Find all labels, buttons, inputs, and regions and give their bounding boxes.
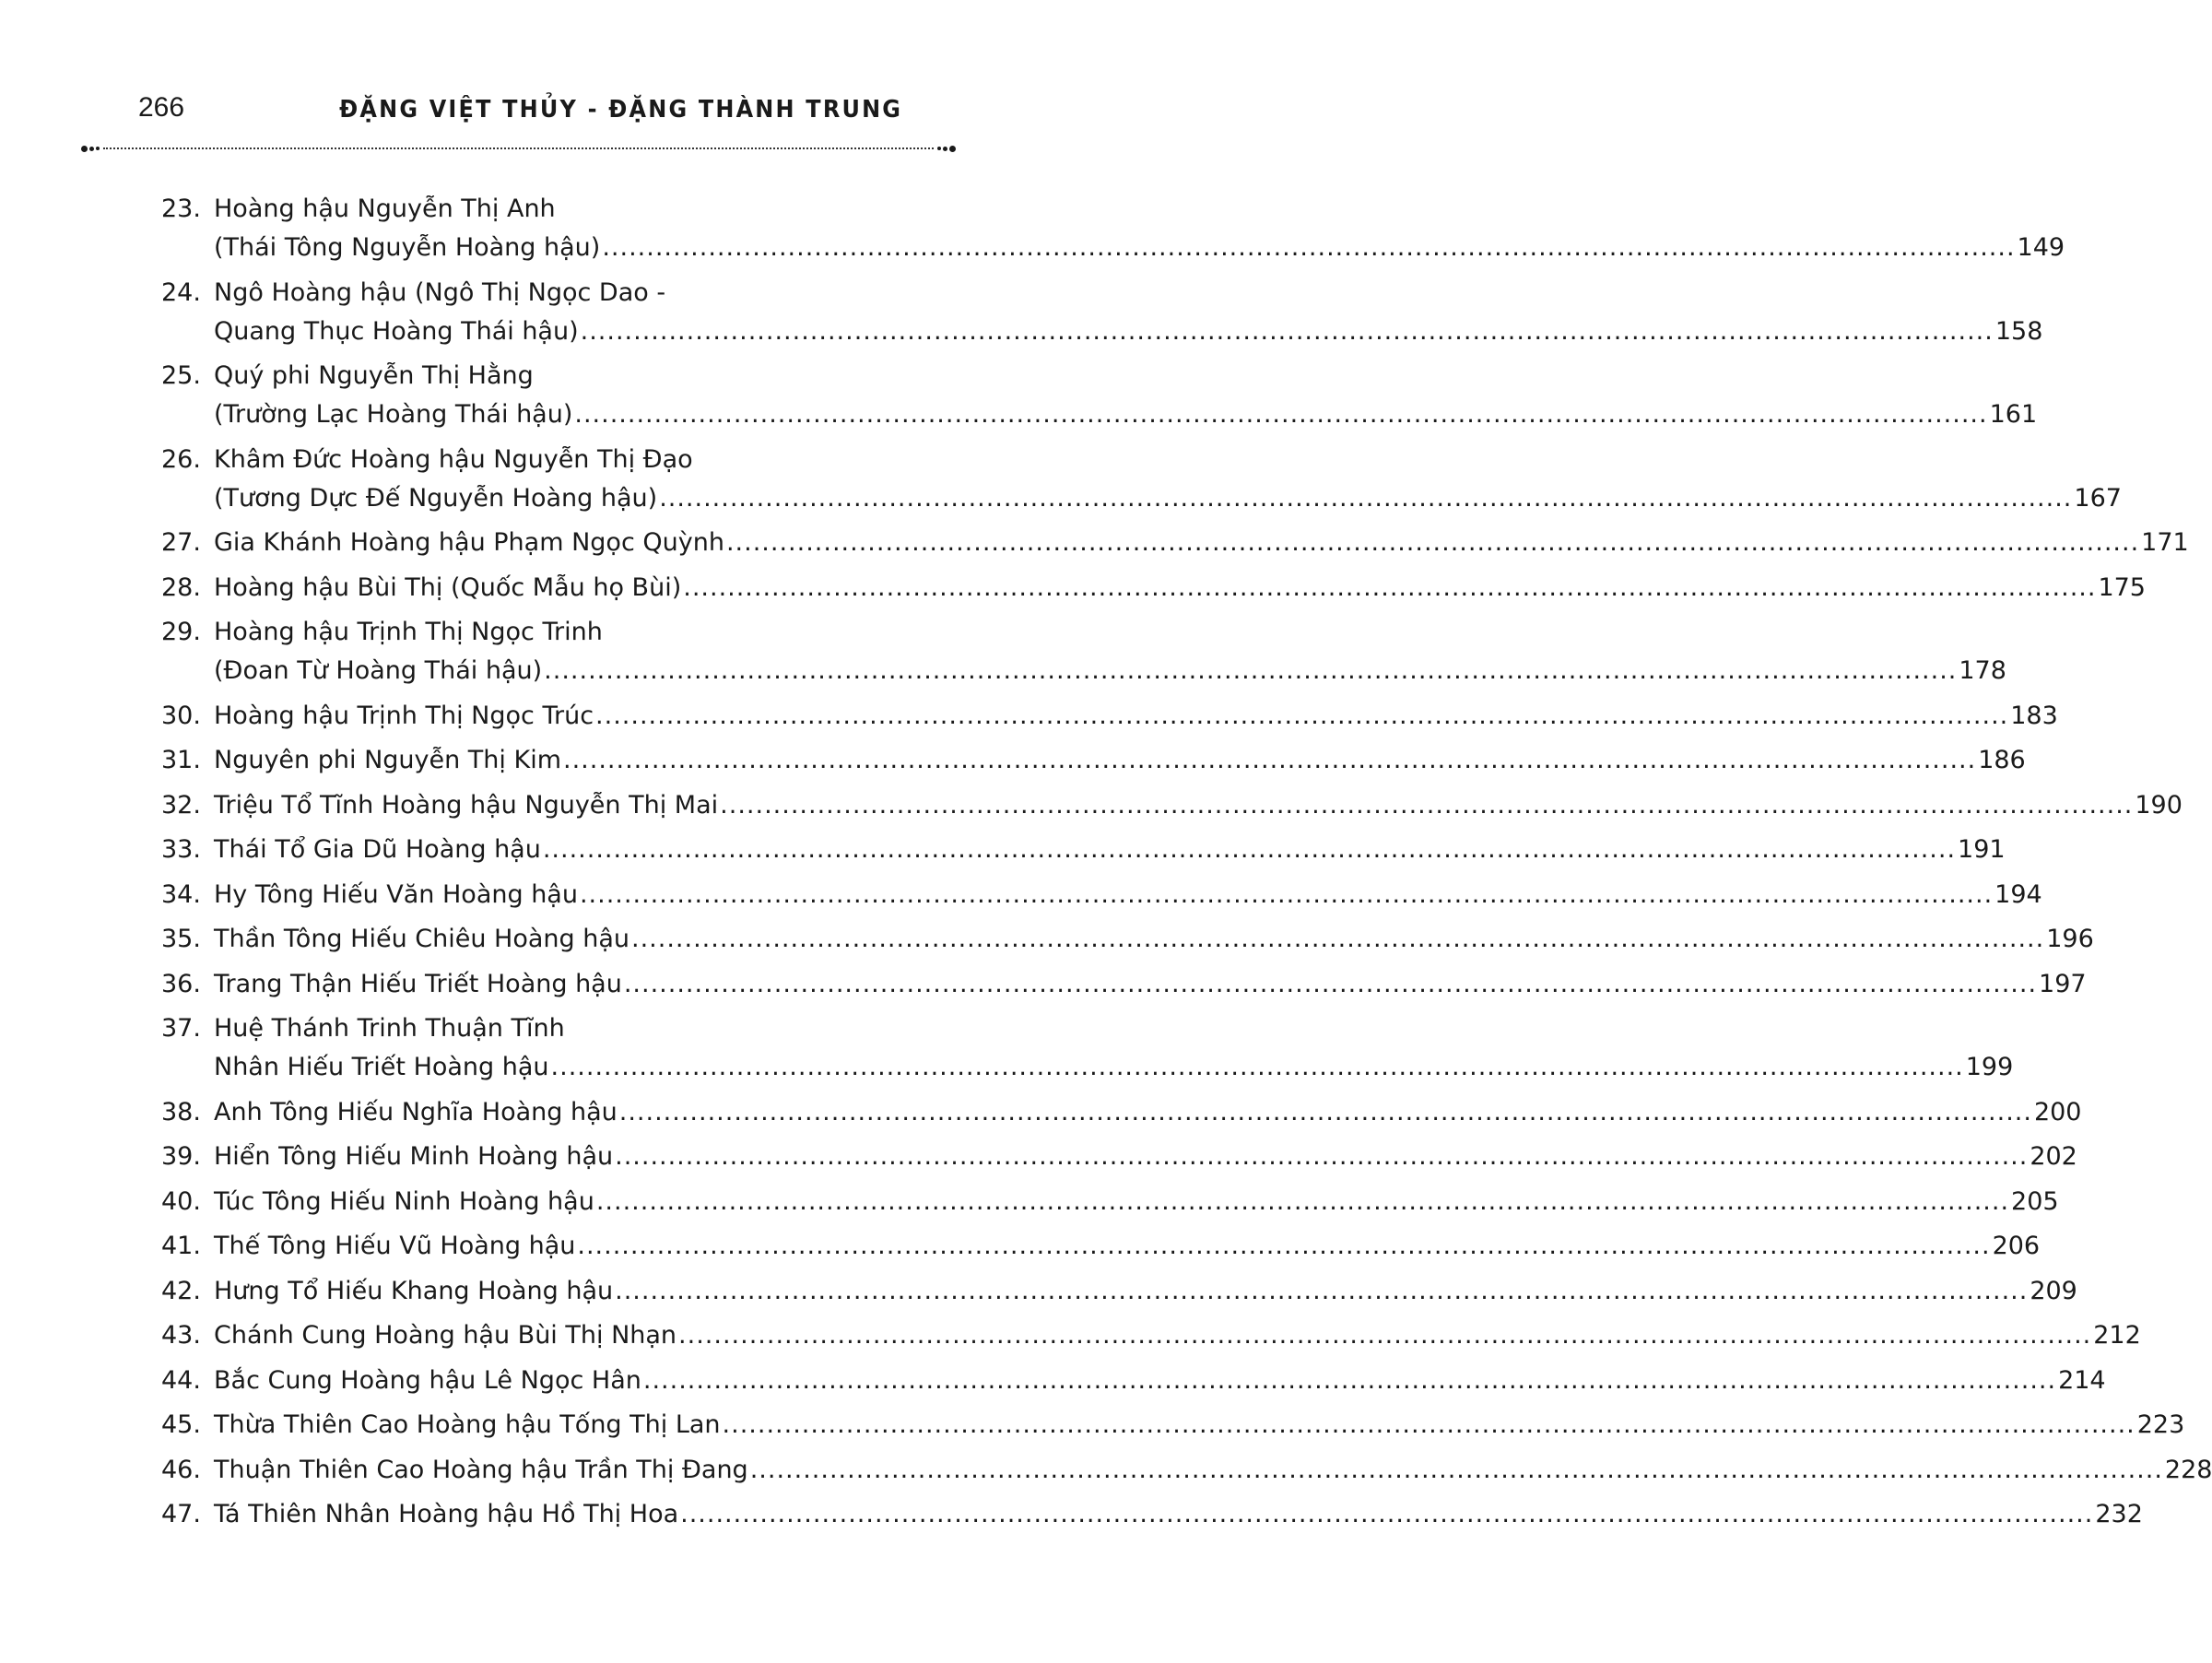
toc-entry-body: [214, 876, 2042, 914]
toc-entry-body: [214, 1451, 2212, 1490]
toc-dot-leader: [680, 1495, 2093, 1534]
toc-entry-line: [214, 1183, 2059, 1221]
toc-entry-line: [214, 965, 2087, 1004]
toc-entry-body: [214, 1093, 2082, 1132]
toc-entry: [161, 190, 2065, 267]
toc-entry: [161, 786, 2183, 825]
toc-page-number: 161: [1989, 400, 2038, 429]
toc-entry-number: 25.: [161, 361, 201, 390]
toc-entry-body: [214, 965, 2087, 1004]
toc-entry: [161, 1138, 2077, 1176]
toc-entry-line: [214, 876, 2042, 914]
toc-dot-leader: [750, 1451, 2163, 1490]
toc-entry-number: 24.: [161, 277, 201, 307]
toc-entry-number: 29.: [161, 618, 201, 646]
toc-entry-line: [214, 274, 2042, 313]
toc-entry-line: [214, 1009, 2013, 1048]
toc-dot-leader: [551, 1048, 1964, 1087]
toc-entry-number: 39.: [161, 1142, 201, 1171]
toc-entry-number: 34.: [161, 879, 201, 909]
toc-entry: [161, 965, 2087, 1004]
toc-entry-line: [214, 1316, 2141, 1355]
toc-entry-line: [214, 1093, 2082, 1132]
toc-entry-title: (Tương Dực Đế Nguyễn Hoàng hậu): [214, 483, 658, 513]
toc-entry-body: [214, 697, 2058, 736]
toc-entry-number: 37.: [161, 1014, 201, 1043]
toc-entry-title: Nhân Hiếu Triết Hoàng hậu: [214, 1053, 549, 1081]
toc-page-number: 149: [2017, 233, 2065, 262]
toc-entry-number: 26.: [161, 444, 201, 474]
toc-entry-title: Trang Thận Hiếu Triết Hoàng hậu: [214, 969, 622, 998]
toc-entry-line: [214, 1138, 2077, 1176]
toc-page-number: 197: [2039, 969, 2087, 998]
toc-entry-number: 28.: [161, 572, 201, 602]
toc-entry-number: 47.: [161, 1500, 201, 1528]
toc-entry-line: [214, 1451, 2212, 1490]
toc-entry-title: Thái Tổ Gia Dũ Hoàng hậu: [214, 835, 541, 864]
toc-entry-number: 44.: [161, 1365, 201, 1395]
toc-entry-number: 31.: [161, 746, 201, 774]
toc-entry-number: 27.: [161, 528, 201, 557]
toc-entry-body: [214, 1362, 2106, 1400]
toc-dot-leader: [574, 395, 1987, 434]
toc-entry-title: Thừa Thiên Cao Hoàng hậu Tống Thị Lan: [214, 1410, 721, 1439]
toc-entry-number: 38.: [161, 1097, 201, 1126]
toc-entry: [161, 613, 2006, 690]
toc-entry-body: [214, 1138, 2077, 1176]
toc-dot-leader: [615, 1272, 2028, 1311]
toc-entry: [161, 920, 2094, 959]
toc-entry: [161, 274, 2043, 351]
toc-page-number: 178: [1959, 656, 2006, 685]
toc-page-number: 190: [2135, 790, 2183, 820]
toc-page-number: 205: [2011, 1186, 2059, 1216]
toc-entry-title: Quang Thục Hoàng Thái hậu): [214, 316, 579, 346]
toc-entry-number: 42.: [161, 1276, 201, 1305]
toc-entry-number: 40.: [161, 1186, 201, 1216]
toc-entry: [161, 1009, 2014, 1087]
toc-dot-leader: [659, 479, 2072, 518]
toc-entry-body: [214, 920, 2094, 959]
toc-entry-title: Nguyên phi Nguyễn Thị Kim: [214, 746, 561, 774]
toc-entry-title: (Đoan Từ Hoàng Thái hậu): [214, 656, 543, 685]
toc-entry-body: [214, 357, 2037, 434]
toc-page-number: 186: [1978, 746, 2026, 774]
toc-entry-line: [214, 920, 2094, 959]
toc-entry-number: 43.: [161, 1321, 201, 1350]
toc-dot-leader: [595, 697, 2008, 736]
toc-entry-body: [214, 569, 2146, 607]
toc-entry-body: [214, 1227, 2040, 1266]
toc-entry-line: [214, 1272, 2077, 1311]
toc-entry-line: [214, 697, 2058, 736]
toc-entry-title: Huệ Thánh Trinh Thuận Tĩnh: [214, 1014, 565, 1043]
toc-page-number: 200: [2033, 1097, 2082, 1126]
toc-page-number: 171: [2141, 528, 2189, 557]
toc-entry-line: [214, 313, 2042, 351]
toc-entry: [161, 1451, 2212, 1490]
toc-page-number: 158: [1994, 316, 2043, 346]
toc-dot-leader: [683, 569, 2096, 607]
toc-entry-line: [214, 441, 2122, 479]
toc-page-number: 223: [2136, 1410, 2185, 1439]
toc-page-number: 212: [2093, 1321, 2141, 1350]
toc-entry-title: Thế Tông Hiếu Vũ Hoàng hậu: [214, 1232, 576, 1260]
toc-dot-leader: [678, 1316, 2091, 1355]
toc-page-number: 191: [1958, 835, 2006, 864]
toc-entry-body: [214, 274, 2042, 351]
toc-entry-title: Túc Tông Hiếu Ninh Hoàng hậu: [214, 1186, 594, 1216]
toc-entry-body: [214, 1272, 2077, 1311]
toc-dot-leader: [563, 741, 1976, 780]
toc-entry-line: [214, 786, 2183, 825]
toc-entry-number: 23.: [161, 195, 201, 223]
toc-page-number: 194: [1994, 879, 2042, 909]
header-divider: [81, 145, 956, 152]
page-header: [138, 92, 902, 138]
toc-entry-title: Hoàng hậu Trịnh Thị Ngọc Trúc: [214, 701, 594, 730]
divider-left-dots: [81, 146, 100, 152]
toc-entry-body: [214, 190, 2065, 267]
toc-entry-line: [214, 479, 2122, 518]
toc-page-number: 209: [2030, 1276, 2077, 1305]
toc-entry-body: [214, 831, 2006, 869]
toc-entry-title: Hoàng hậu Nguyễn Thị Anh: [214, 195, 556, 223]
toc-entry-number: 41.: [161, 1232, 201, 1260]
toc-entry-line: [214, 569, 2146, 607]
toc-entry-number: 46.: [161, 1455, 201, 1484]
toc-entry: [161, 831, 2006, 869]
toc-dot-leader: [624, 965, 2037, 1004]
toc-page-number: 167: [2074, 483, 2122, 513]
toc-entry: [161, 1183, 2059, 1221]
toc-page-number: 183: [2010, 701, 2058, 730]
toc-page-number: 175: [2098, 572, 2146, 602]
toc-entry-body: [214, 1316, 2141, 1355]
toc-dot-leader: [726, 524, 2139, 562]
toc-entry-title: Chánh Cung Hoàng hậu Bùi Thị Nhạn: [214, 1321, 677, 1350]
toc-entry-number: 32.: [161, 790, 201, 820]
toc-entry-body: [214, 1183, 2059, 1221]
toc-entry-body: [214, 441, 2122, 518]
toc-page-number: 196: [2046, 925, 2094, 953]
toc-entry: [161, 1406, 2185, 1445]
toc-page-number: 206: [1992, 1232, 2041, 1260]
toc-entry: [161, 1316, 2141, 1355]
toc-entry-line: [214, 1495, 2143, 1534]
toc-entry: [161, 1495, 2143, 1534]
toc-entry-title: Tá Thiên Nhân Hoàng hậu Hồ Thị Hoa: [214, 1500, 679, 1528]
toc-entry-title: (Trường Lạc Hoàng Thái hậu): [214, 400, 573, 429]
toc-dot-leader: [619, 1093, 2032, 1132]
toc-entry-line: [214, 1362, 2106, 1400]
running-title: ĐẶNG VIỆT THỦY - ĐẶNG THÀNH TRUNG: [338, 96, 902, 124]
divider-right-dots: [937, 146, 956, 152]
toc-entry-number: 36.: [161, 969, 201, 998]
toc-entry-line: [214, 1227, 2040, 1266]
toc-entry-title: Hoàng hậu Bùi Thị (Quốc Mẫu họ Bùi): [214, 572, 682, 602]
toc-entry-title: Quý phi Nguyễn Thị Hằng: [214, 361, 534, 390]
toc-entry-number: 30.: [161, 701, 201, 730]
toc-dot-leader: [580, 876, 1993, 914]
toc-entry-title: Hy Tông Hiếu Văn Hoàng hậu: [214, 879, 578, 909]
toc-dot-leader: [723, 1406, 2136, 1445]
divider-dotted-line: [103, 147, 934, 149]
toc-entry-title: Hiển Tông Hiếu Minh Hoàng hậu: [214, 1142, 614, 1171]
toc-entry: [161, 524, 2189, 562]
table-of-contents: [161, 190, 2212, 1540]
toc-page-number: 228: [2164, 1455, 2212, 1484]
toc-entry-body: [214, 786, 2183, 825]
toc-entry-title: Hoàng hậu Trịnh Thị Ngọc Trinh: [214, 618, 603, 646]
toc-entry: [161, 1272, 2077, 1311]
toc-entry-body: [214, 1009, 2013, 1087]
toc-entry-title: Thần Tông Hiếu Chiêu Hoàng hậu: [214, 925, 630, 953]
toc-entry-title: Triệu Tổ Tĩnh Hoàng hậu Nguyễn Thị Mai: [214, 790, 719, 820]
toc-dot-leader: [602, 229, 2015, 267]
toc-dot-leader: [577, 1227, 1990, 1266]
toc-entry-title: Khâm Đức Hoàng hậu Nguyễn Thị Đạo: [214, 444, 693, 474]
toc-page-number: 202: [2030, 1142, 2077, 1171]
toc-entry-body: [214, 741, 2026, 780]
toc-entry-line: [214, 190, 2065, 229]
toc-page-number: 199: [1965, 1053, 2014, 1081]
toc-dot-leader: [615, 1138, 2028, 1176]
toc-entry-line: [214, 1406, 2184, 1445]
toc-entry-line: [214, 524, 2189, 562]
toc-entry-title: Gia Khánh Hoàng hậu Phạm Ngọc Quỳnh: [214, 528, 724, 557]
toc-entry: [161, 697, 2058, 736]
toc-dot-leader: [643, 1362, 2056, 1400]
toc-entry: [161, 357, 2038, 434]
toc-dot-leader: [596, 1183, 2009, 1221]
toc-entry: [161, 569, 2146, 607]
toc-entry: [161, 741, 2026, 780]
toc-entry-number: 33.: [161, 835, 201, 864]
toc-entry-title: (Thái Tông Nguyễn Hoàng hậu): [214, 233, 601, 262]
toc-entry-line: [214, 1048, 2013, 1087]
toc-entry-body: [214, 524, 2189, 562]
toc-entry-title: Anh Tông Hiếu Nghĩa Hoàng hậu: [214, 1097, 618, 1126]
toc-entry: [161, 1093, 2082, 1132]
toc-page-number: 232: [2095, 1500, 2143, 1528]
toc-entry: [161, 876, 2042, 914]
toc-entry-line: [214, 395, 2037, 434]
toc-entry-line: [214, 831, 2006, 869]
toc-entry-number: 45.: [161, 1410, 201, 1439]
toc-entry-body: [214, 1495, 2143, 1534]
toc-dot-leader: [544, 652, 1957, 690]
toc-dot-leader: [631, 920, 2044, 959]
toc-entry-title: Ngô Hoàng hậu (Ngô Thị Ngọc Dao -: [214, 277, 666, 307]
toc-entry-line: [214, 357, 2037, 395]
toc-dot-leader: [581, 313, 1994, 351]
toc-entry: [161, 1362, 2106, 1400]
toc-entry-title: Thuận Thiên Cao Hoàng hậu Trần Thị Đang: [214, 1455, 748, 1484]
toc-entry: [161, 441, 2122, 518]
toc-dot-leader: [720, 786, 2133, 825]
page-number: 266: [138, 92, 185, 123]
toc-entry-body: [214, 1406, 2184, 1445]
toc-entry-title: Hưng Tổ Hiếu Khang Hoàng hậu: [214, 1276, 614, 1305]
toc-entry-line: [214, 741, 2026, 780]
toc-entry-line: [214, 229, 2065, 267]
toc-dot-leader: [543, 831, 1956, 869]
toc-entry-line: [214, 652, 2006, 690]
toc-entry-title: Bắc Cung Hoàng hậu Lê Ngọc Hân: [214, 1365, 641, 1395]
toc-entry-number: 35.: [161, 925, 201, 953]
toc-entry-body: [214, 613, 2006, 690]
toc-page-number: 214: [2058, 1365, 2106, 1395]
toc-entry: [161, 1227, 2041, 1266]
toc-entry-line: [214, 613, 2006, 652]
